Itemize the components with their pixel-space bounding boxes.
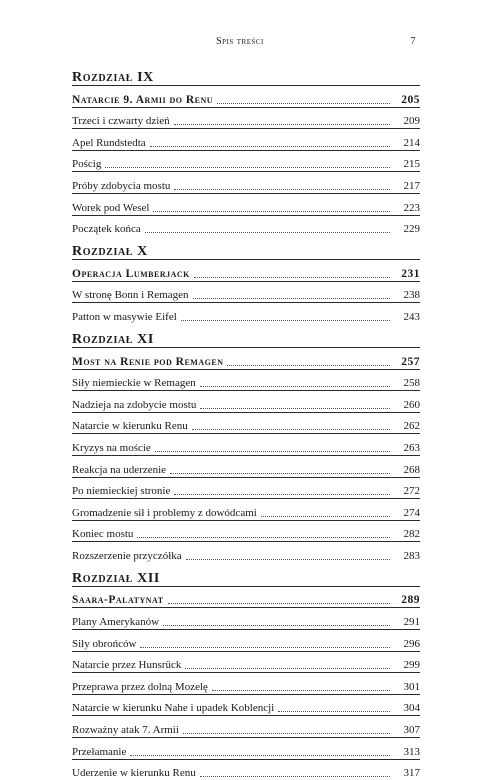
- toc-entry-text: Siły niemieckie w Remagen: [72, 377, 196, 390]
- toc-entry[interactable]: [72, 672, 420, 694]
- chapter-title-row[interactable]: [72, 347, 420, 369]
- toc-entry-text: Przełamanie: [72, 745, 127, 758]
- chapter-gap: [72, 563, 420, 571]
- toc-entry-text: Rozszerzenie przyczółka: [72, 549, 182, 562]
- dot-leader: [186, 558, 390, 560]
- toc-entry-text: Nadzieja na zdobycie mostu: [72, 398, 197, 411]
- toc-entry-text: Próby zdobycia mostu: [72, 179, 171, 192]
- toc-entry-page: 215: [403, 158, 420, 171]
- dot-leader: [174, 493, 390, 495]
- toc-entry[interactable]: [72, 651, 420, 673]
- toc-entry[interactable]: [72, 215, 420, 237]
- toc-entry[interactable]: [72, 498, 420, 520]
- toc-entry-text: Natarcie w kierunku Renu: [72, 420, 188, 433]
- chapter-title: Natarcie 9. Armii do Renu: [72, 93, 214, 106]
- dot-leader: [181, 319, 390, 321]
- toc-entry[interactable]: [72, 715, 420, 737]
- chapter-page-number: 257: [401, 355, 420, 368]
- toc-entry-text: Reakcja na uderzenie: [72, 463, 167, 476]
- dot-leader: [200, 775, 390, 777]
- toc-entry-page: 214: [403, 136, 420, 149]
- running-head: [60, 36, 420, 50]
- dot-leader: [105, 166, 390, 168]
- toc-entry[interactable]: [72, 390, 420, 412]
- toc-entry[interactable]: [72, 128, 420, 150]
- toc-entry[interactable]: [72, 302, 420, 324]
- toc-entry-page: 243: [403, 310, 420, 323]
- chapter-page-number: 289: [401, 594, 420, 607]
- dot-leader: [194, 276, 390, 278]
- page-number: 7: [410, 36, 416, 47]
- chapter-gap: [72, 236, 420, 244]
- toc-entry-page: 263: [403, 441, 420, 454]
- toc-entry-page: 238: [403, 289, 420, 302]
- chapter-title-row[interactable]: [72, 259, 420, 281]
- dot-leader: [140, 646, 390, 648]
- table-of-contents: [72, 70, 420, 780]
- toc-entry-text: Worek pod Wesel: [72, 201, 150, 214]
- chapter-section: [72, 333, 420, 563]
- dot-leader: [155, 450, 390, 452]
- toc-entry[interactable]: [72, 369, 420, 391]
- toc-entry[interactable]: [72, 193, 420, 215]
- chapter-section: [72, 572, 420, 780]
- dot-leader: [163, 624, 390, 626]
- dot-leader: [217, 102, 390, 104]
- chapter-gap: [72, 324, 420, 332]
- chapter-title-row[interactable]: [72, 586, 420, 608]
- dot-leader: [153, 210, 390, 212]
- chapter-label: Rozdział XII: [72, 570, 160, 586]
- toc-entry[interactable]: [72, 541, 420, 563]
- toc-entry-text: Siły obrońców: [72, 637, 137, 650]
- toc-entry[interactable]: [72, 150, 420, 172]
- dot-leader: [183, 732, 390, 734]
- toc-entry[interactable]: [72, 281, 420, 303]
- chapter-section: [72, 71, 420, 236]
- toc-entry-page: 282: [403, 528, 420, 541]
- chapter-title: Saara-Palatynat: [72, 594, 164, 607]
- toc-entry-text: Gromadzenie sił i problemy z dowódcami: [72, 506, 257, 519]
- toc-entry[interactable]: [72, 607, 420, 629]
- toc-entry-page: 274: [403, 506, 420, 519]
- toc-entry-page: 317: [403, 767, 420, 780]
- toc-entry-page: 262: [403, 420, 420, 433]
- chapter-page-number: 231: [401, 267, 420, 280]
- toc-entry[interactable]: [72, 477, 420, 499]
- dot-leader: [137, 536, 390, 538]
- toc-entry-page: 258: [403, 377, 420, 390]
- toc-entry-page: 272: [403, 485, 420, 498]
- toc-entry-page: 296: [403, 637, 420, 650]
- running-head-title: Spis treści: [216, 36, 264, 47]
- toc-entry-page: 307: [403, 724, 420, 737]
- toc-entry-page: 313: [403, 745, 420, 758]
- toc-entry[interactable]: [72, 455, 420, 477]
- chapter-title-row[interactable]: [72, 85, 420, 107]
- toc-entry-page: 301: [403, 680, 420, 693]
- toc-entry[interactable]: [72, 520, 420, 542]
- dot-leader: [227, 364, 390, 366]
- dot-leader: [193, 297, 391, 299]
- chapter-title: Most na Renie pod Remagen: [72, 355, 224, 368]
- chapter-title: Operacja Lumberjack: [72, 267, 190, 280]
- toc-entry-text: Apel Rundstedta: [72, 136, 146, 149]
- toc-entry-page: 217: [403, 179, 420, 192]
- toc-entry-page: 291: [403, 616, 420, 629]
- toc-entry[interactable]: [72, 694, 420, 716]
- dot-leader: [261, 515, 390, 517]
- toc-entry[interactable]: [72, 759, 420, 780]
- toc-entry-page: 223: [403, 201, 420, 214]
- dot-leader: [150, 145, 390, 147]
- chapter-label: Rozdział X: [72, 244, 148, 260]
- dot-leader: [192, 428, 390, 430]
- chapter-section: [72, 245, 420, 324]
- toc-entry-page: 229: [403, 223, 420, 236]
- toc-entry-text: Trzeci i czwarty dzień: [72, 115, 170, 128]
- toc-entry-text: Rozważny atak 7. Armii: [72, 724, 179, 737]
- toc-entry-page: 268: [403, 463, 420, 476]
- toc-entry-text: Koniec mostu: [72, 528, 134, 541]
- dot-leader: [278, 710, 390, 712]
- dot-leader: [170, 472, 390, 474]
- chapter-label: Rozdział IX: [72, 70, 154, 85]
- toc-entry-text: Początek końca: [72, 223, 141, 236]
- toc-entry-text: Uderzenie w kierunku Renu: [72, 767, 196, 780]
- dot-leader: [174, 188, 390, 190]
- dot-leader: [200, 407, 390, 409]
- toc-entry[interactable]: [72, 171, 420, 193]
- toc-entry-text: Plany Amerykanów: [72, 616, 160, 629]
- toc-entry[interactable]: [72, 433, 420, 455]
- chapter-page-number: 205: [401, 93, 420, 106]
- toc-entry[interactable]: [72, 629, 420, 651]
- dot-leader: [200, 385, 390, 387]
- toc-entry-text: Natarcie w kierunku Nahe i upadek Koblencji: [72, 702, 275, 715]
- dot-leader: [185, 667, 390, 669]
- toc-entry[interactable]: [72, 107, 420, 129]
- toc-entry-page: 260: [403, 398, 420, 411]
- toc-entry-text: Pościg: [72, 158, 102, 171]
- toc-entry-text: Natarcie przez Hunsrück: [72, 659, 182, 672]
- toc-entry[interactable]: [72, 737, 420, 759]
- toc-entry-page: 283: [403, 549, 420, 562]
- toc-entry-text: W stronę Bonn i Remagen: [72, 289, 189, 302]
- toc-entry-text: Patton w masywie Eifel: [72, 310, 177, 323]
- toc-entry[interactable]: [72, 412, 420, 434]
- toc-entry-page: 304: [403, 702, 420, 715]
- dot-leader: [130, 754, 390, 756]
- toc-entry-text: Kryzys na moście: [72, 441, 151, 454]
- dot-leader: [168, 602, 390, 604]
- dot-leader: [174, 123, 390, 125]
- toc-entry-text: Przeprawa przez dolną Mozelę: [72, 680, 208, 693]
- dot-leader: [145, 231, 390, 233]
- toc-entry-page: 209: [403, 115, 420, 128]
- toc-entry-text: Po niemieckiej stronie: [72, 485, 171, 498]
- toc-entry-page: 299: [403, 659, 420, 672]
- chapter-label: Rozdział XI: [72, 331, 154, 347]
